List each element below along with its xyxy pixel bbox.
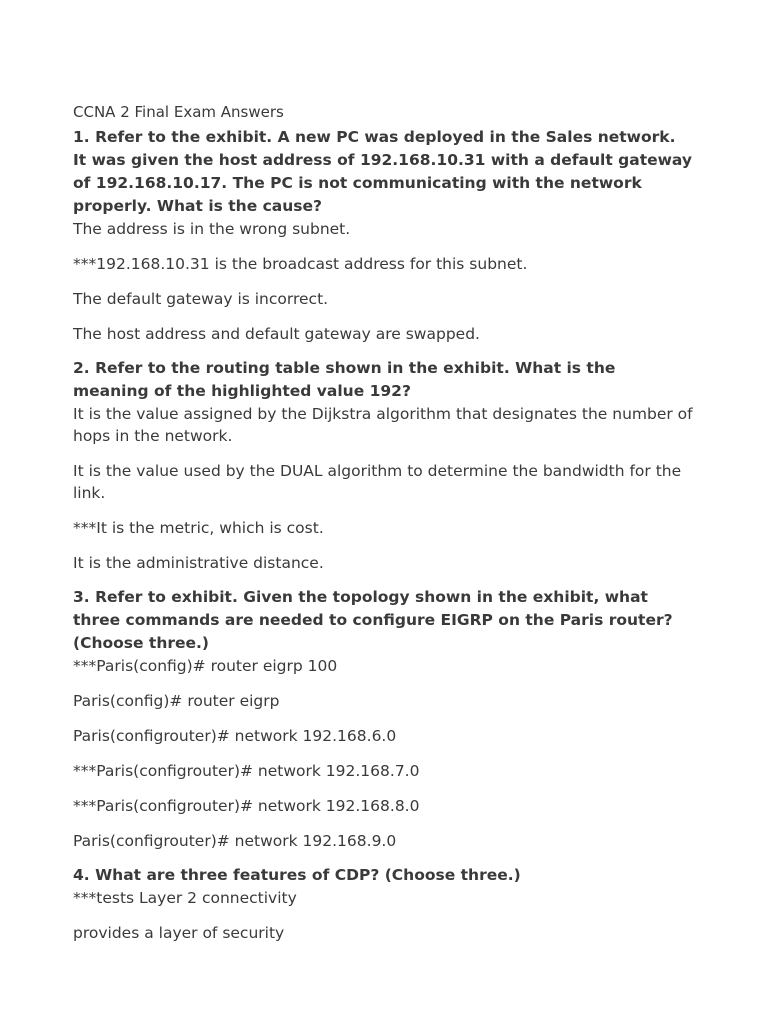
answer-option: ***Paris(configrouter)# network 192.168.8.0 xyxy=(73,797,420,815)
document-title: CCNA 2 Final Exam Answers xyxy=(73,103,284,121)
answer-option: The default gateway is incorrect. xyxy=(73,290,329,308)
answer-option: It is the value assigned by the Dijkstra algorithm that designates the number of hops in the network. xyxy=(73,405,693,445)
question-block xyxy=(73,357,693,574)
answer-option: The address is in the wrong subnet. xyxy=(73,220,351,238)
question-text: 4. What are three features of CDP? (Choose three.) xyxy=(73,866,521,884)
question-text: 2. Refer to the routing table shown in the exhibit. What is the meaning of the highlighted value 192? xyxy=(73,359,616,400)
answer-option: ***Paris(config)# router eigrp 100 xyxy=(73,657,338,675)
answer-option: Paris(configrouter)# network 192.168.9.0 xyxy=(73,832,397,850)
answer-option: ***tests Layer 2 connectivity xyxy=(73,889,297,907)
answer-option: It is the value used by the DUAL algorithm to determine the bandwidth for the link. xyxy=(73,462,682,502)
answer-option: Paris(config)# router eigrp xyxy=(73,692,280,710)
document-page xyxy=(73,102,693,944)
answer-option: It is the administrative distance. xyxy=(73,554,324,572)
question-block xyxy=(73,126,693,345)
answer-option: provides a layer of security xyxy=(73,924,285,942)
answer-option: Paris(configrouter)# network 192.168.6.0 xyxy=(73,727,397,745)
answer-option: ***Paris(configrouter)# network 192.168.7.0 xyxy=(73,762,420,780)
answer-option: The host address and default gateway are swapped. xyxy=(73,325,480,343)
answer-option: ***It is the metric, which is cost. xyxy=(73,519,324,537)
question-block xyxy=(73,586,693,852)
answer-option: ***192.168.10.31 is the broadcast address for this subnet. xyxy=(73,255,528,273)
question-text: 3. Refer to exhibit. Given the topology shown in the exhibit, what three commands are needed to configure EIGRP on the Paris router? (Choose three.) xyxy=(73,588,673,652)
question-block xyxy=(73,864,693,944)
question-text: 1. Refer to the exhibit. A new PC was deployed in the Sales network. It was given the host address of 192.168.10.31 with a default gateway of 192.168.10.17. The PC is not communicating with the network properly. What is the cause? xyxy=(73,128,693,215)
